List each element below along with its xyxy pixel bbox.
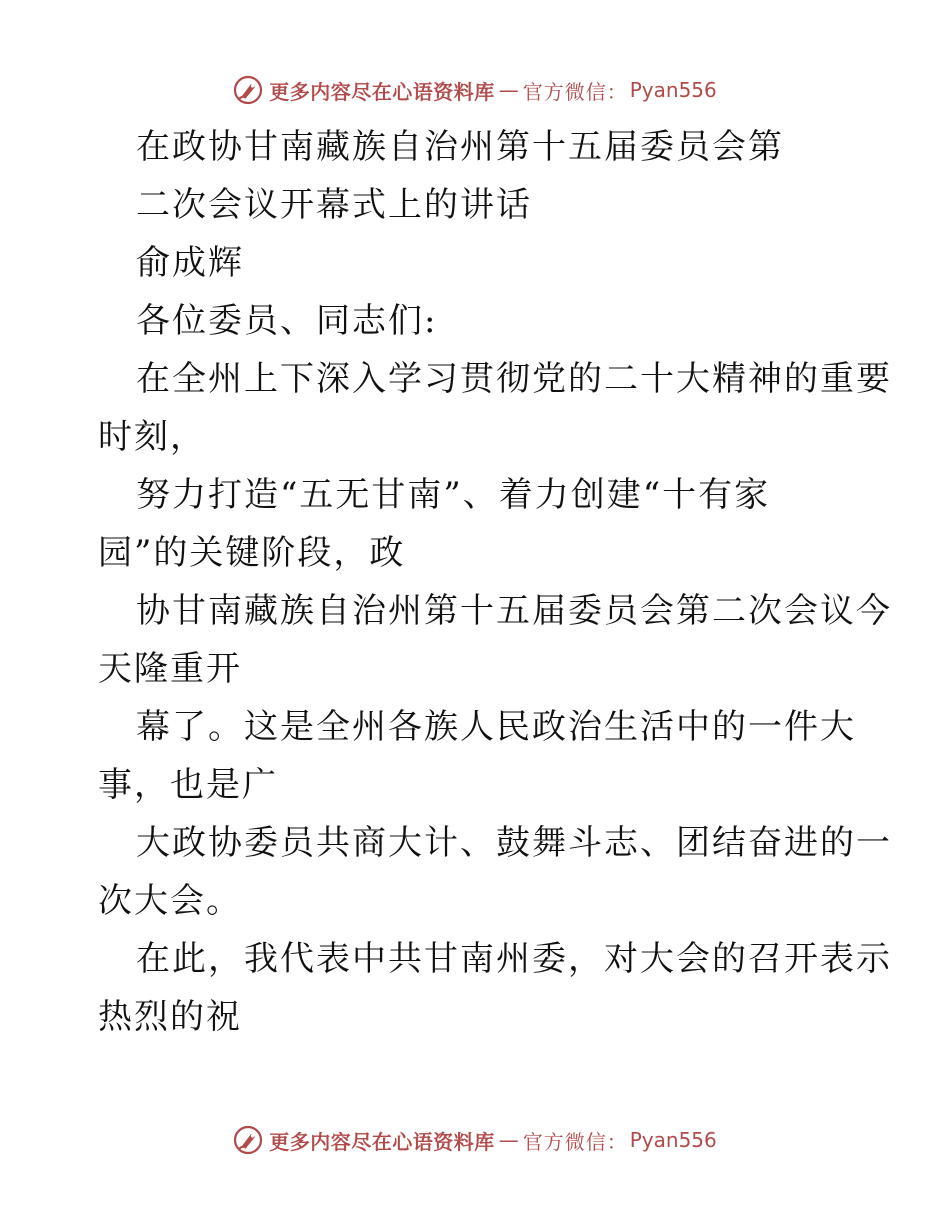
body-line: 在全州上下深入学习贯彻党的二十大精神的重要 xyxy=(136,359,892,399)
body-line: 热烈的祝 xyxy=(98,997,242,1037)
pen-nib-logo-icon xyxy=(233,75,263,105)
body-line: 幕了。这是全州各族人民政治生活中的一件大 xyxy=(136,707,856,747)
body-line: 次大会。 xyxy=(98,881,242,921)
watermark-text: 更多内容尽在心语资料库 xyxy=(269,1129,495,1154)
body-line: 天隆重开 xyxy=(98,649,242,689)
watermark-wechat-id: Pyan556 xyxy=(629,78,717,102)
watermark-wechat-label: 官方微信： xyxy=(522,1129,628,1154)
document-body xyxy=(98,118,892,1046)
watermark-text: 更多内容尽在心语资料库 xyxy=(269,79,495,104)
watermark-banner-bottom xyxy=(0,1120,950,1160)
body-line: 事，也是广 xyxy=(98,765,278,805)
body-line: 时刻， xyxy=(98,417,206,457)
watermark-separator: — xyxy=(498,1128,519,1152)
pen-nib-logo-icon xyxy=(233,1125,263,1155)
author: 俞成辉 xyxy=(136,243,244,283)
watermark-wechat-id: Pyan556 xyxy=(629,1128,717,1152)
body-line: 大政协委员共商大计、鼓舞斗志、团结奋进的一 xyxy=(136,823,892,863)
body-line: 在此，我代表中共甘南州委，对大会的召开表示 xyxy=(136,939,892,979)
body-line: 协甘南藏族自治州第十五届委员会第二次会议今 xyxy=(136,591,892,631)
watermark-separator: — xyxy=(498,78,519,102)
title-line-1: 在政协甘南藏族自治州第十五届委员会第 xyxy=(136,127,784,167)
body-line: 努力打造“五无甘南”、着力创建“十有家 xyxy=(136,475,771,515)
salutation: 各位委员、同志们: xyxy=(136,301,438,341)
title-line-2: 二次会议开幕式上的讲话 xyxy=(136,185,532,225)
body-line: 园”的关键阶段，政 xyxy=(98,533,406,573)
watermark-wechat-label: 官方微信： xyxy=(522,79,628,104)
watermark-banner-top xyxy=(0,70,950,110)
